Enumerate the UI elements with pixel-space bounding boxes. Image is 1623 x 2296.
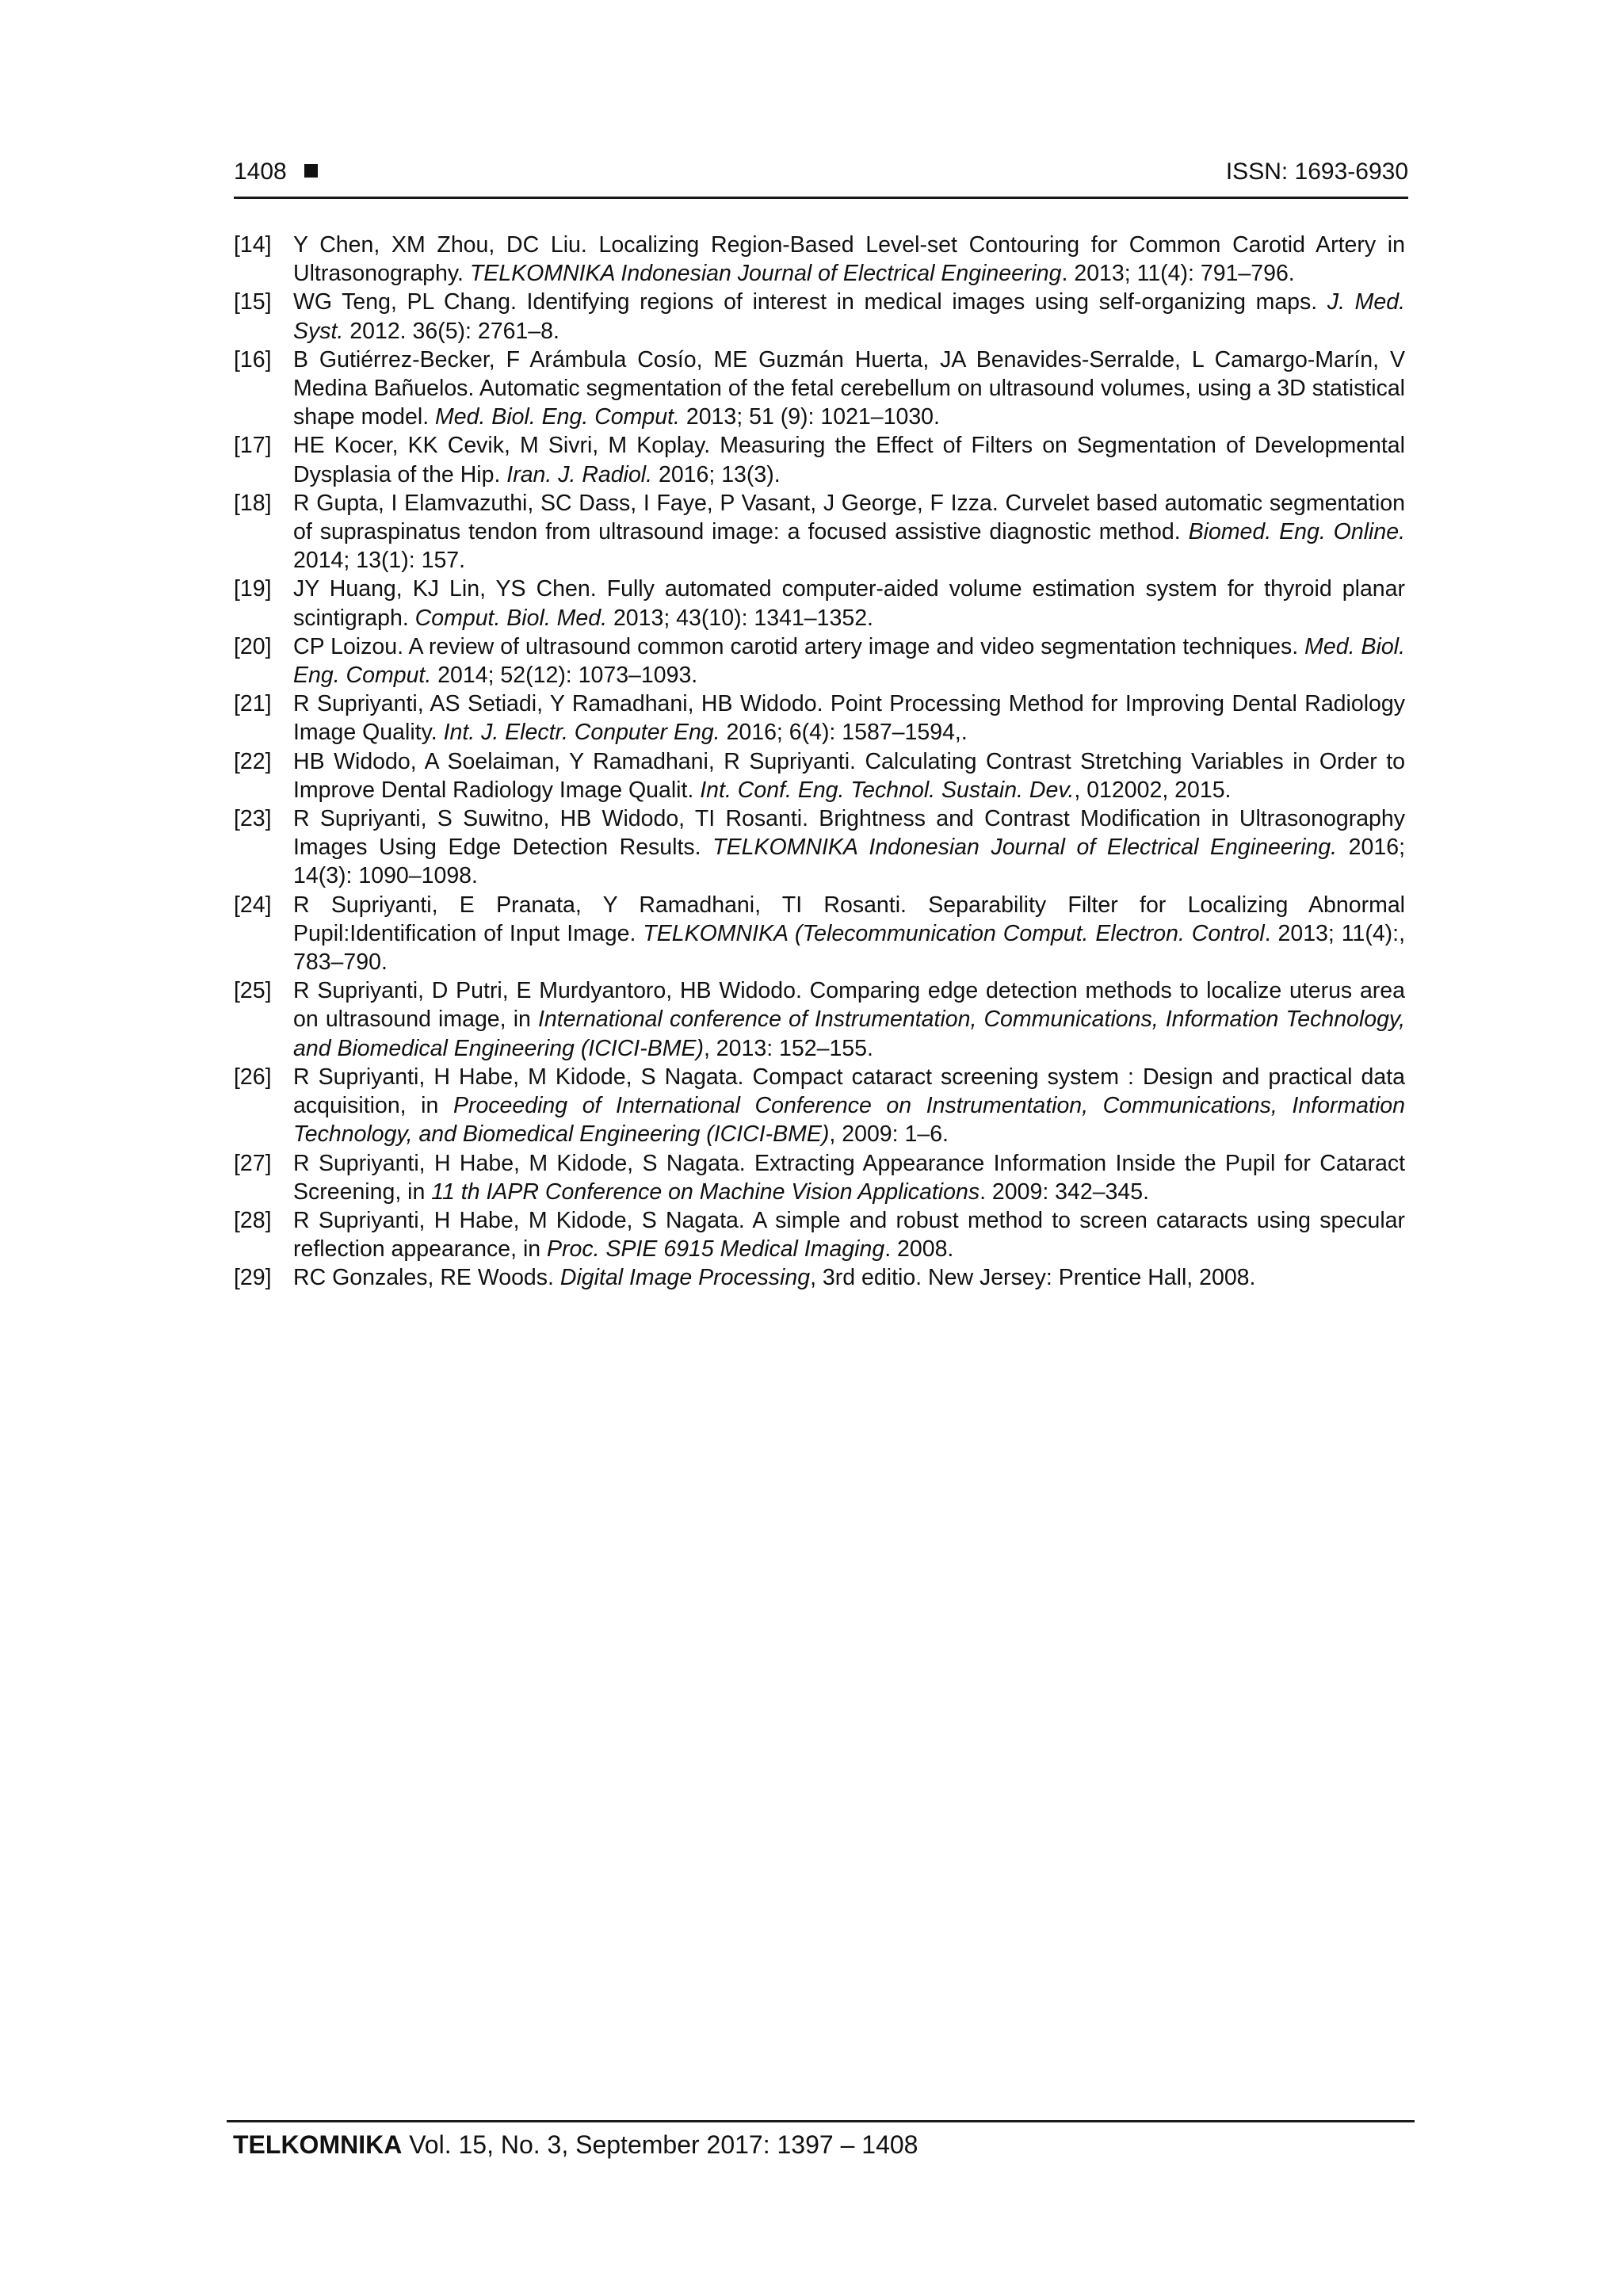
reference-text-segment: CP Loizou. A review of ultrasound common carotid artery image and video segmentation techniques. [293, 633, 1305, 659]
reference-text [293, 806, 1405, 888]
reference-text-segment: R Supriyanti, E Pranata, Y Ramadhani, TI Rosanti. Separability Filter for Localizing Abnormal Pupil:Identification of Input Image. [293, 892, 1405, 946]
reference-text-segment: R Supriyanti, D Putri, E Murdyantoro, HB Widodo. Comparing edge detection methods to localize uterus area on ultrasound image, in [293, 978, 1405, 1033]
reference-text [293, 433, 1405, 487]
reference-source-italic: TELKOMNIKA (Telecommunication Comput. Electron. Control [643, 920, 1265, 946]
reference-item [234, 1149, 1405, 1206]
issn-label: ISSN: 1693-6930 [1225, 159, 1408, 185]
reference-number: [15] [234, 289, 272, 315]
reference-text [293, 289, 1405, 343]
reference-text-segment: 2016; 14(3): 1090–1098. [293, 835, 1405, 889]
reference-text-segment: 2016; 13(3). [652, 461, 781, 487]
reference-source-italic: TELKOMNIKA Indonesian Journal of Electrical Engineering [469, 261, 1062, 287]
reference-item [234, 891, 1405, 977]
reference-source-italic: Biomed. Eng. Online. [1188, 519, 1405, 545]
reference-text-segment: RC Gonzales, RE Woods. [293, 1265, 560, 1291]
footer-issue-details: Vol. 15, No. 3, September 2017: 1397 – 1408 [402, 2130, 918, 2159]
reference-text-segment: JY Huang, KJ Lin, YS Chen. Fully automated computer-aided volume estimation system for thyroid planar scintigraph. [293, 576, 1405, 631]
reference-text-segment: 2012. 36(5): 2761–8. [343, 318, 559, 344]
reference-text-segment: . 2009: 342–345. [980, 1179, 1150, 1205]
reference-text-segment: 2013; 43(10): 1341–1352. [607, 605, 873, 631]
reference-number: [23] [234, 806, 272, 832]
reference-item [234, 288, 1405, 345]
reference-item [234, 431, 1405, 488]
reference-source-italic: J. Med. Syst. [293, 289, 1405, 344]
reference-source-italic: Med. Biol. Eng. Comput. [435, 404, 680, 430]
reference-text-segment: , 2013: 152–155. [703, 1035, 873, 1061]
reference-text-segment: 2014; 13(1): 157. [293, 548, 466, 574]
reference-text [293, 1064, 1405, 1147]
reference-text-segment: HB Widodo, A Soelaiman, Y Ramadhani, R Supriyanti. Calculating Contrast Stretching Variables in Order to Improve Dental Radiology Image Qualit. [293, 748, 1405, 803]
footer-journal-name: TELKOMNIKA [233, 2130, 403, 2159]
reference-item [234, 1263, 1405, 1292]
reference-text-segment: R Supriyanti, H Habe, M Kidode, S Nagata. Extracting Appearance Information Inside the Pupil for Cataract Screening, in [293, 1150, 1405, 1205]
reference-number: [19] [234, 576, 272, 602]
page-header [234, 155, 1408, 199]
reference-text [293, 749, 1405, 803]
reference-source-italic: International conference of Instrumentation, Communications, Information Technology, and Biomedical Engineering (ICICI-BME) [293, 1007, 1405, 1061]
reference-text-segment: R Supriyanti, S Suwitno, HB Widodo, TI Rosanti. Brightness and Contrast Modification in Ultrasonography Images Using Edge Detection Results. [293, 806, 1405, 861]
reference-item [234, 1206, 1405, 1263]
reference-text-segment: R Gupta, I Elamvazuthi, SC Dass, I Faye, P Vasant, J George, F Izza. Curvelet based automatic segmentation of supraspinatus tendon from ultrasound image: a focused assistive diagnostic method. [293, 490, 1405, 545]
reference-item [234, 231, 1405, 288]
reference-text-segment: HE Kocer, KK Cevik, M Sivri, M Koplay. Measuring the Effect of Filters on Segmentation of Developmental Dysplasia of the Hip. [293, 433, 1405, 487]
reference-number: [14] [234, 232, 272, 258]
reference-item [234, 489, 1405, 575]
reference-item [234, 747, 1405, 804]
reference-source-italic: 11 th IAPR Conference on Machine Vision Applications [431, 1179, 980, 1205]
reference-source-italic: Int. Conf. Eng. Technol. Sustain. Dev. [700, 777, 1075, 803]
reference-number: [29] [234, 1265, 272, 1291]
reference-text [293, 634, 1405, 688]
reference-text-segment: . 2013; 11(4):, 783–790. [293, 920, 1406, 976]
reference-source-italic: Digital Image Processing [559, 1265, 811, 1291]
reference-number: [25] [234, 978, 272, 1004]
reference-number: [27] [234, 1150, 272, 1176]
reference-item [234, 976, 1405, 1063]
reference-list [234, 231, 1405, 1293]
square-bullet-icon [304, 164, 318, 178]
reference-source-italic: TELKOMNIKA Indonesian Journal of Electrical Engineering. [712, 835, 1338, 861]
reference-text-segment: 2013; 51 (9): 1021–1030. [679, 404, 940, 430]
reference-text [293, 232, 1405, 286]
reference-text-segment: R Supriyanti, H Habe, M Kidode, S Nagata. Compact cataract screening system : Design and practical data acquisition, in [293, 1064, 1405, 1119]
reference-text-segment: 2014; 52(12): 1073–1093. [431, 663, 698, 689]
reference-item [234, 690, 1405, 747]
reference-source-italic: Int. J. Electr. Conputer Eng. [443, 720, 720, 746]
reference-number: [18] [234, 490, 272, 516]
reference-text-segment: Y Chen, XM Zhou, DC Liu. Localizing Region-Based Level-set Contouring for Common Carotid Artery in Ultrasonography. [293, 232, 1405, 287]
reference-source-italic: Iran. J. Radiol. [506, 461, 653, 487]
reference-text [293, 892, 1405, 975]
reference-item [234, 1063, 1405, 1149]
reference-text-segment: R Supriyanti, AS Setiadi, Y Ramadhani, HB Widodo. Point Processing Method for Improving Dental Radiology Image Quality. [293, 691, 1405, 746]
reference-text-segment: R Supriyanti, H Habe, M Kidode, S Nagata. A simple and robust method to screen cataracts using specular reflection appearance, in [293, 1207, 1405, 1263]
reference-text-segment: , 3rd editio. New Jersey: Prentice Hall, 2008. [810, 1265, 1256, 1291]
reference-item [234, 632, 1405, 690]
reference-source-italic: Comput. Biol. Med. [414, 605, 608, 631]
reference-number: [22] [234, 748, 272, 774]
reference-text [293, 576, 1405, 630]
reference-item [234, 804, 1405, 891]
reference-item [234, 346, 1405, 432]
reference-text [293, 691, 1405, 745]
reference-text-segment: . 2013; 11(4): 791–796. [1061, 261, 1295, 287]
reference-text [293, 1208, 1405, 1262]
reference-text-segment: . 2008. [884, 1236, 954, 1263]
reference-source-italic: Med. Biol. Eng. Comput. [293, 633, 1405, 689]
reference-text [293, 978, 1405, 1060]
reference-number: [20] [234, 633, 272, 659]
reference-number: [24] [234, 892, 272, 918]
reference-text [293, 491, 1405, 573]
page-footer [227, 2120, 1415, 2160]
reference-number: [21] [234, 691, 272, 717]
reference-number: [17] [234, 433, 272, 459]
page-number: 1408 [234, 159, 318, 185]
reference-source-italic: Proc. SPIE 6915 Medical Imaging [547, 1236, 885, 1263]
reference-text-segment: WG Teng, PL Chang. Identifying regions of interest in medical images using self-organizing maps. [293, 289, 1327, 315]
reference-text [293, 1151, 1405, 1205]
reference-item [234, 575, 1405, 632]
reference-text [293, 1265, 1255, 1290]
reference-number: [26] [234, 1064, 272, 1090]
reference-number: [16] [234, 346, 272, 372]
reference-text-segment: , 012002, 2015. [1074, 777, 1232, 803]
reference-text-segment: 2016; 6(4): 1587–1594,. [720, 720, 968, 746]
reference-text [293, 347, 1405, 430]
reference-text-segment: , 2009: 1–6. [829, 1121, 949, 1148]
reference-text-segment: B Gutiérrez-Becker, F Arámbula Cosío, ME Guzmán Huerta, JA Benavides-Serralde, L Camargo-Marín, V Medina Bañuelos. Automatic segmentation of the fetal cerebellum on ultrasound volumes, using a 3D statistical shape model. [293, 346, 1405, 430]
reference-source-italic: Proceeding of International Conference on Instrumentation, Communications, Information Technology, and Biomedical Engineering (ICICI-BME) [293, 1093, 1405, 1148]
reference-number: [28] [234, 1207, 272, 1233]
